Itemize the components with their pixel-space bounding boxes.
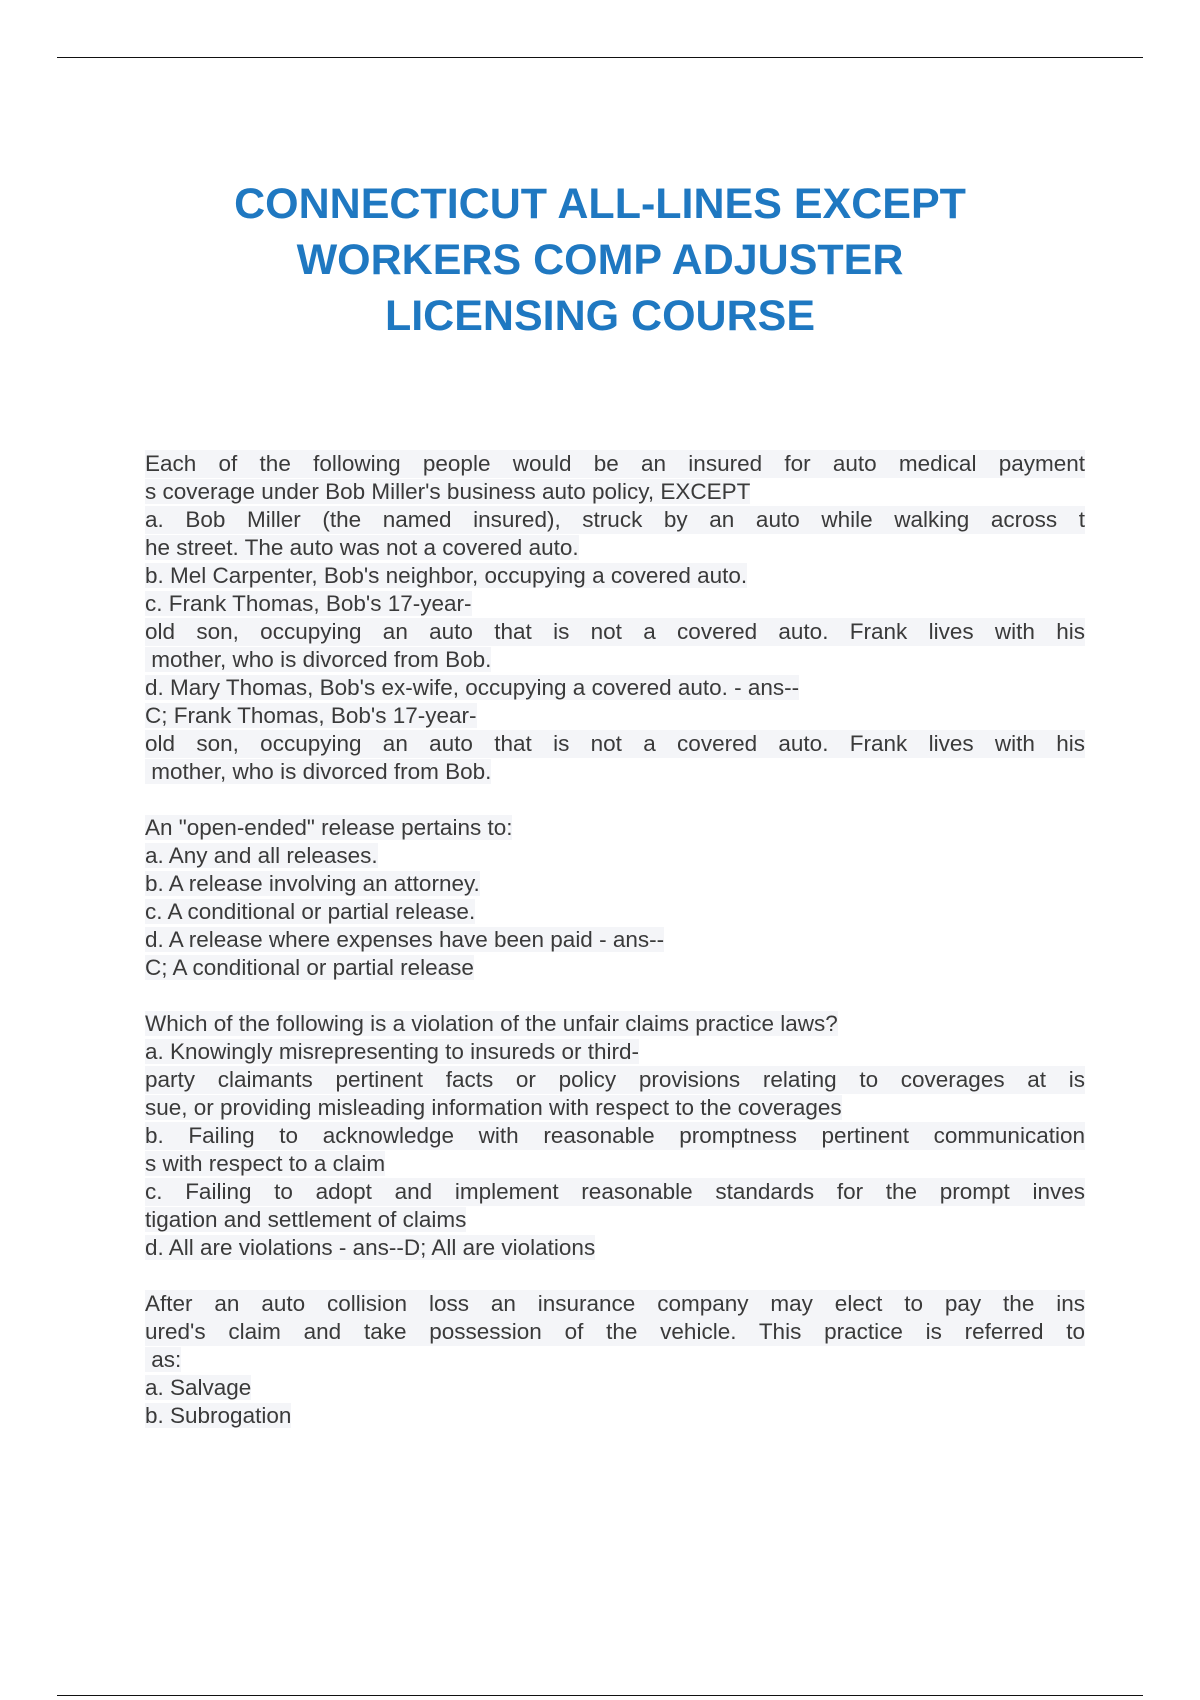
text-line: a. Knowingly misrepresenting to insureds or third- xyxy=(145,1039,639,1064)
text-line: C; Frank Thomas, Bob's 17-year- xyxy=(145,703,477,728)
text-line: sue, or providing misleading information with respect to the coverages xyxy=(145,1095,842,1120)
text-line: Each of the following people would be an insured for auto medical payment xyxy=(145,451,1085,476)
text-line: b. Subrogation xyxy=(145,1403,292,1428)
paragraph-gap xyxy=(145,786,1085,814)
text-line: C; A conditional or partial release xyxy=(145,955,474,980)
bottom-rule xyxy=(57,1695,1143,1696)
text-line: An "open-ended" release pertains to: xyxy=(145,815,513,840)
text-line: old son, occupying an auto that is not a covered auto. Frank lives with his xyxy=(145,619,1085,644)
text-line: c. Failing to adopt and implement reasonable standards for the prompt inves xyxy=(145,1179,1085,1204)
title-line-1: CONNECTICUT ALL-LINES EXCEPT xyxy=(234,180,966,228)
text-line: a. Salvage xyxy=(145,1375,252,1400)
text-line: a. Any and all releases. xyxy=(145,843,378,868)
document-body xyxy=(145,450,1085,1430)
text-line: d. All are violations - ans--D; All are violations xyxy=(145,1235,596,1260)
text-line: c. Frank Thomas, Bob's 17-year- xyxy=(145,591,472,616)
question-block-2 xyxy=(145,814,1085,982)
text-line: old son, occupying an auto that is not a covered auto. Frank lives with his xyxy=(145,731,1085,756)
text-line: ured's claim and take possession of the vehicle. This practice is referred to xyxy=(145,1319,1085,1344)
text-line: d. Mary Thomas, Bob's ex-wife, occupying a covered auto. - ans-- xyxy=(145,675,800,700)
question-block-1 xyxy=(145,450,1085,786)
title-line-2: WORKERS COMP ADJUSTER xyxy=(296,236,904,284)
text-line: s coverage under Bob Miller's business auto policy, EXCEPT xyxy=(145,479,751,504)
text-line: tigation and settlement of claims xyxy=(145,1207,467,1232)
text-line: b. Mel Carpenter, Bob's neighbor, occupying a covered auto. xyxy=(145,563,748,588)
text-line: a. Bob Miller (the named insured), struck by an auto while walking across t xyxy=(145,507,1085,532)
text-line: party claimants pertinent facts or policy provisions relating to coverages at is xyxy=(145,1067,1085,1092)
document-title xyxy=(150,176,1050,344)
question-block-3 xyxy=(145,1010,1085,1262)
text-line: After an auto collision loss an insurance company may elect to pay the ins xyxy=(145,1291,1085,1316)
text-line: c. A conditional or partial release. xyxy=(145,899,476,924)
text-line: as: xyxy=(145,1347,182,1372)
text-line: s with respect to a claim xyxy=(145,1151,386,1176)
title-line-3: LICENSING COURSE xyxy=(384,292,816,340)
text-line: b. A release involving an attorney. xyxy=(145,871,480,896)
paragraph-gap xyxy=(145,1262,1085,1290)
paragraph-gap xyxy=(145,982,1085,1010)
text-line: mother, who is divorced from Bob. xyxy=(145,759,492,784)
text-line: he street. The auto was not a covered auto. xyxy=(145,535,579,560)
text-line: mother, who is divorced from Bob. xyxy=(145,647,492,672)
text-line: d. A release where expenses have been paid - ans-- xyxy=(145,927,665,952)
text-line: b. Failing to acknowledge with reasonable promptness pertinent communication xyxy=(145,1123,1085,1148)
question-block-4 xyxy=(145,1290,1085,1430)
top-rule xyxy=(57,57,1143,58)
text-line: Which of the following is a violation of the unfair claims practice laws? xyxy=(145,1011,838,1036)
